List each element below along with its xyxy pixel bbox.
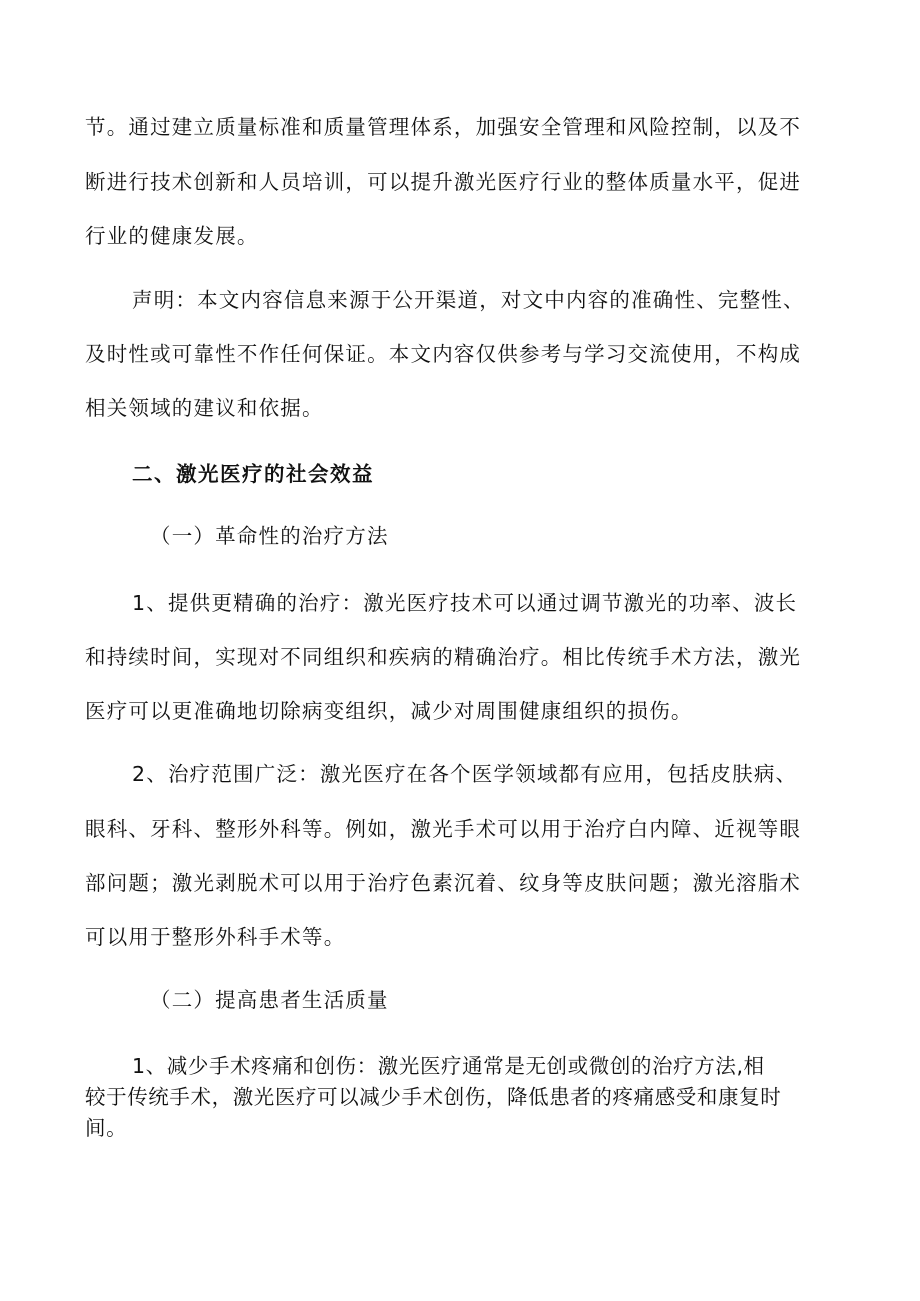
disclaimer-line-2: 及时性或可靠性不作任何保证。本文内容仅供参考与学习交流使用，不构成 (85, 342, 802, 366)
sub2-item1-line-1: 1、减少手术疼痛和创伤：激光医疗通常是无创或微创的治疗方法,相 (132, 1054, 765, 1078)
sub2-item1-line-3: 间。 (85, 1116, 128, 1140)
sub1-item2-line-2: 眼科、牙科、整形外科等。例如，激光手术可以用于治疗白内障、近视等眼 (85, 817, 802, 841)
disclaimer-line-3: 相关领域的建议和依据。 (85, 396, 324, 420)
intro-line-1: 节。通过建立质量标准和质量管理体系，加强安全管理和风险控制，以及不 (85, 115, 802, 139)
intro-line-3: 行业的健康发展。 (85, 224, 259, 248)
sub1-item1-line-3: 医疗可以更准确地切除病变组织，减少对周围健康组织的损伤。 (85, 699, 693, 723)
sub1-item1-line-1: 1、提供更精确的治疗：激光医疗技术可以通过调节激光的功率、波长 (132, 591, 798, 615)
sub2-item1-line-2: 较于传统手术，激光医疗可以减少手术创伤，降低患者的疼痛感受和康复时 (85, 1085, 782, 1109)
section-title: 二、激光医疗的社会效益 (132, 462, 374, 486)
sub1-item1-line-2: 和持续时间，实现对不同组织和疾病的精确治疗。相比传统手术方法，激光 (85, 645, 802, 669)
sub1-item2-line-3: 部问题；激光剥脱术可以用于治疗色素沉着、纹身等皮肤问题；激光溶脂术 (85, 871, 802, 895)
sub1-item2-line-4: 可以用于整形外科手术等。 (85, 925, 346, 949)
subsection-title-1: （一）革命性的治疗方法 (150, 524, 389, 548)
disclaimer-line-1: 声明：本文内容信息来源于公开渠道，对文中内容的准确性、完整性、 (132, 288, 805, 312)
sub1-item2-line-1: 2、治疗范围广泛：激光医疗在各个医学领域都有应用，包括皮肤病、 (132, 762, 798, 786)
subsection-title-2: （二）提高患者生活质量 (150, 988, 389, 1012)
intro-line-2: 断进行技术创新和人员培训，可以提升激光医疗行业的整体质量水平，促进 (85, 170, 802, 194)
